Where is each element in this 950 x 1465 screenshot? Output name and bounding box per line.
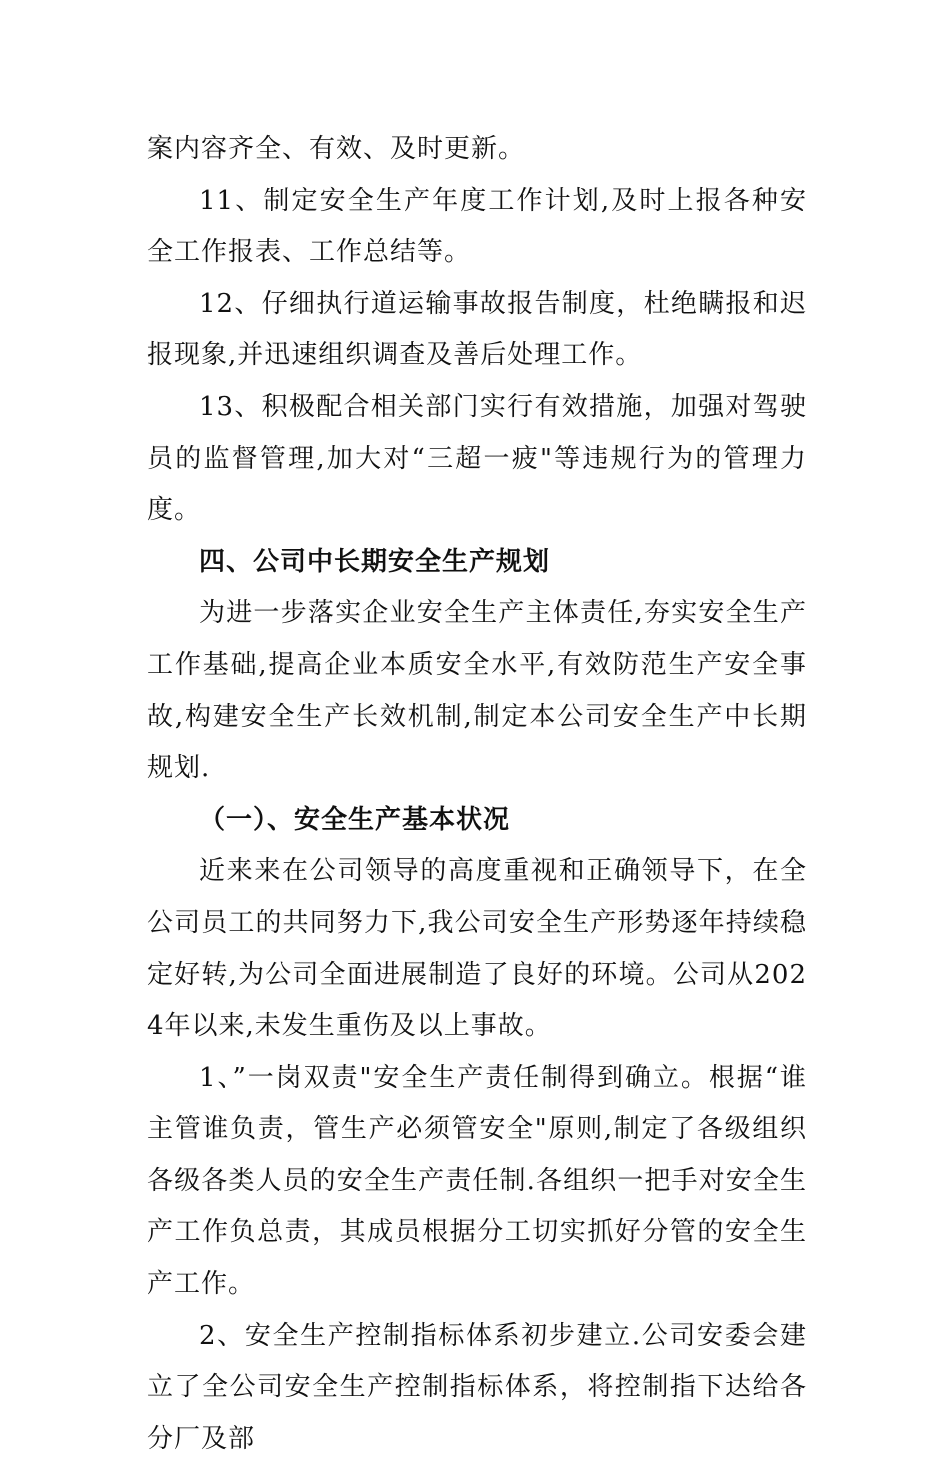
subsection-heading-1: （一）、安全生产基本状况 bbox=[199, 804, 511, 835]
paragraph-item-11: 11、制定安全生产年度工作计划,及时上报各种安全工作报表、工作总结等。 bbox=[147, 185, 807, 268]
paragraph-plan-intro: 为进一步落实企业安全生产主体责任,夯实安全生产工作基础,提高企业本质安全水平,有效防范生产安全事故,构建安全生产长效机制,制定本公司安全生产中长期规划. bbox=[147, 598, 807, 784]
paragraph-item-13: 13、积极配合相关部门实行有效措施，加强对驾驶员的监督管理,加大对“三超一疲"等违规行为的管理力度。 bbox=[147, 391, 807, 526]
section-heading-4: 四、公司中长期安全生产规划 bbox=[199, 546, 551, 577]
paragraph-item-12: 12、仔细执行道运输事故报告制度，杜绝瞒报和迟报现象,并迅速组织调查及善后处理工作。 bbox=[147, 288, 807, 371]
document-body bbox=[147, 124, 807, 1465]
paragraph-point-1: 1、”一岗双责"安全生产责任制得到确立。根据“谁主管谁负责，管生产必须管安全"原则,制定了各级组织各级各类人员的安全生产责任制.各组织一把手对安全生产工作负总责，其成员根据分工切实抓好分管的安全生产工作。 bbox=[147, 1062, 807, 1300]
paragraph-status-overview: 近来来在公司领导的高度重视和正确领导下，在全公司员工的共同努力下,我公司安全生产形势逐年持续稳定好转,为公司全面进展制造了良好的环境。公司从2024年以来,未发生重伤及以上事故。 bbox=[147, 856, 807, 1042]
paragraph-continuation: 案内容齐全、有效、及时更新。 bbox=[147, 134, 526, 164]
paragraph-point-2: 2、安全生产控制指标体系初步建立.公司安委会建立了全公司安全生产控制指标体系，将控制指下达给各分厂及部 bbox=[147, 1320, 807, 1454]
